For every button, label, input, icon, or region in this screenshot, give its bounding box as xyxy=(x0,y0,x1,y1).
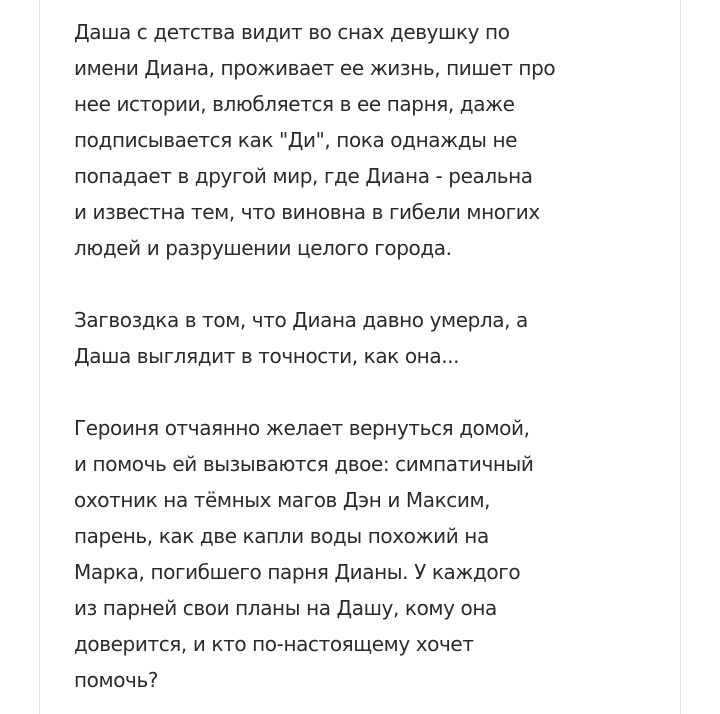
text-line: из парней свои планы на Дашу, кому она xyxy=(74,596,497,620)
page-border-right xyxy=(680,0,681,714)
description-paragraph xyxy=(74,14,664,266)
text-line: Загвоздка в том, что Диана давно умерла, а xyxy=(74,308,528,332)
text-line: попадает в другой мир, где Диана - реальна xyxy=(74,164,533,188)
text-line: Даша выглядит в точности, как она... xyxy=(74,344,460,368)
text-line: людей и разрушении целого города. xyxy=(74,236,452,260)
text-line: помочь? xyxy=(74,668,159,692)
text-line: парень, как две капли воды похожий на xyxy=(74,524,489,548)
text-line: Героиня отчаянно желает вернуться домой, xyxy=(74,416,530,440)
text-line: имени Диана, проживает ее жизнь, пишет про xyxy=(74,56,556,80)
book-description xyxy=(74,14,664,698)
text-line: Марка, погибшего парня Дианы. У каждого xyxy=(74,560,521,584)
text-line: нее истории, влюбляется в ее парня, даже xyxy=(74,92,515,116)
text-line: доверится, и кто по-настоящему хочет xyxy=(74,632,474,656)
page-border-left xyxy=(39,0,40,714)
description-paragraph xyxy=(74,302,664,374)
text-line: охотник на тёмных магов Дэн и Максим, xyxy=(74,488,491,512)
description-paragraph xyxy=(74,410,664,698)
text-line: подписывается как "Ди", пока однажды не xyxy=(74,128,518,152)
text-line: и известна тем, что виновна в гибели многих xyxy=(74,200,540,224)
text-line: Даша с детства видит во снах девушку по xyxy=(74,20,510,44)
text-line: и помочь ей вызываются двое: симпатичный xyxy=(74,452,534,476)
